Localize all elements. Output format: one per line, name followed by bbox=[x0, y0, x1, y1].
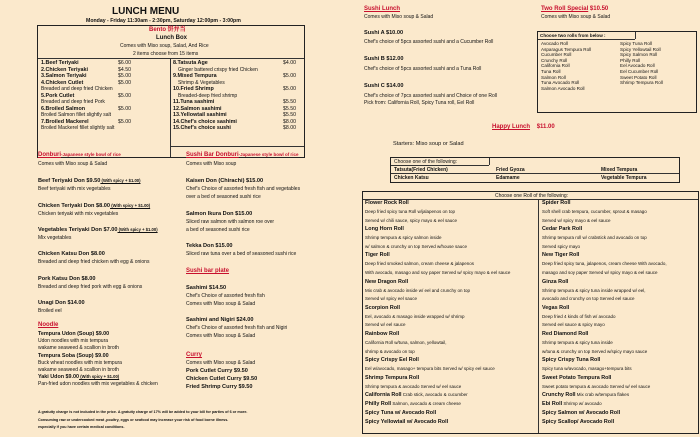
bento-item-price: $4.00 bbox=[283, 60, 296, 66]
roll-option: Cucumber Roll bbox=[541, 52, 572, 58]
roll-name: Ginza Roll bbox=[542, 278, 569, 285]
page-title: LUNCH MENU bbox=[112, 6, 180, 17]
two-roll-box bbox=[537, 31, 697, 113]
roll-name: Rainbow Roll bbox=[365, 331, 400, 337]
bento-item-price: $6.00 bbox=[118, 60, 131, 66]
roll-desc: Shrimp tempura & spicy tuna inside bbox=[542, 340, 613, 345]
donburi-subtitle: -Japanese style bowl of rice bbox=[61, 152, 121, 157]
roll-name: Spicy Crispy Tuna Roll bbox=[542, 357, 601, 364]
sushi-c-pick: Pick from: California Roll, Spicy Tuna roll, Eel Roll bbox=[364, 100, 475, 106]
roll-desc: Eel, avocado & masago inside wrapped w/ shrimp bbox=[365, 313, 465, 319]
happy-option: Mixed Tempura bbox=[601, 167, 638, 173]
noodle-item-desc: Pan-fried udon noodles with mix vegetables & chicken bbox=[38, 381, 158, 388]
footnote-line: A gratuity charge is not included in the price. A gratuity charge of 17% will be added to your bill for parties of 6 or more. bbox=[38, 410, 248, 414]
donburi-item-desc: Broiled eel bbox=[38, 308, 62, 314]
happy-options-box bbox=[390, 157, 680, 183]
donburi-item-name: Pork Katsu Don $8.00 bbox=[38, 276, 96, 282]
sushi-donburi-item-desc: Sliced raw tuna over a bed of seasoned sushi rice bbox=[186, 251, 297, 257]
sushi-plate-item-desc: Comes with Miso soup & Salad bbox=[186, 301, 256, 307]
sushi-a-name: Sushi A $10.00 bbox=[364, 30, 404, 36]
roll-option: California Roll bbox=[541, 63, 570, 69]
roll-box-title: Choose one Roll of the following: bbox=[495, 193, 569, 199]
roll-desc: Served w/ eel sauce bbox=[365, 322, 406, 328]
bento-item: 6.Broiled Salmon bbox=[41, 105, 86, 112]
roll-name: Spicy Crispy Eel Roll bbox=[365, 357, 419, 364]
two-roll-desc: Comes with Miso soup & Salad bbox=[541, 14, 611, 20]
sushi-b-name: Sushi B $12.00 bbox=[364, 56, 404, 62]
roll-desc-inline: Crab stick, avocado & cucumber bbox=[401, 392, 468, 398]
bento-item: 14.Chef's choice sashimi bbox=[173, 118, 237, 125]
spicy-option: (With spicy + $1.00) bbox=[100, 178, 141, 183]
bento-item: 5.Pork Cutlet bbox=[41, 92, 75, 99]
roll-name: Scorpion Roll bbox=[365, 304, 401, 311]
roll-desc-inline: Shrimp w/ avocado bbox=[562, 401, 602, 407]
choose-one-label: Choose one of the following: bbox=[394, 159, 458, 165]
bento-item-price: $5.50 bbox=[283, 99, 296, 105]
roll-option: Sweet Potato Roll bbox=[620, 74, 657, 80]
bento-box bbox=[37, 25, 305, 158]
roll-name: Long Horn Roll bbox=[365, 226, 404, 233]
roll-name: Vegas Roll bbox=[542, 304, 570, 311]
footnote-line: Consuming raw or undercooked meat ,poultry, eggs or seafood may increase your risk of food borne illness. bbox=[38, 417, 229, 422]
donburi-title: Donburi bbox=[38, 152, 61, 158]
roll-name: New Tiger Roll bbox=[542, 252, 580, 259]
sushi-b-desc: Chef's choice of 5pcs assorted sushi and a Tuna Roll bbox=[364, 66, 482, 72]
happy-lunch-title: Happy Lunch bbox=[492, 124, 531, 130]
roll-name: Flower Rock Roll bbox=[365, 200, 409, 206]
curry-title: Curry bbox=[186, 352, 203, 358]
bento-desc: Comes with Miso soup, Salad, And Rice bbox=[120, 43, 209, 49]
sushi-donburi-item-desc: Chef's Choice of assorted fresh fish and vegetables bbox=[186, 186, 301, 192]
footnote-line: especially if you have certain medical conditions. bbox=[38, 425, 125, 429]
donburi-item-desc: Chicken teriyaki with mix vegetables bbox=[38, 211, 119, 217]
two-roll-left-list bbox=[541, 41, 591, 91]
two-roll-heading bbox=[541, 6, 608, 12]
noodle-item-name: Yaki Udon $9.00 (With spicy + $1.00) bbox=[38, 374, 120, 381]
starters: Starters: Miso soup or Salad bbox=[393, 141, 464, 147]
sushi-c-name: Sushi C $14.00 bbox=[364, 83, 404, 89]
roll-desc-inline: Mix crab w/tempura flakes bbox=[575, 392, 630, 398]
hours: Monday - Friday 11:30am - 2:30pm, Saturday 12:00pm - 3:00pm bbox=[86, 18, 241, 24]
noodle-item-desc: Buck wheat noodles with mix tempura bbox=[38, 359, 122, 366]
spicy-option: (With spicy + $1.00) bbox=[79, 374, 120, 380]
roll-name: Cedar Park Roll bbox=[542, 226, 583, 233]
noodle-item-desc: wakame seaweed & scallion in broth bbox=[38, 367, 119, 373]
bento-item-price: $5.00 bbox=[118, 118, 131, 125]
roll-name: Spicy Tuna w/ Avocado Roll bbox=[365, 410, 437, 417]
sushi-donburi-item-desc: a bed of seasoned sushi rice bbox=[186, 227, 250, 233]
roll-option: Crunchy Roll bbox=[541, 57, 568, 63]
roll-option: Eel Cucumber Roll bbox=[620, 68, 659, 74]
roll-option: Philly Roll bbox=[620, 57, 641, 63]
curry-desc: Comes with Miso soup & Salad bbox=[186, 360, 256, 366]
bento-item-note: Breaded-deep fried shrimp bbox=[178, 92, 238, 99]
donburi-item-name: Beef Teriyaki Don $9.50 (With spicy + $1.00) bbox=[38, 178, 141, 184]
roll-desc: Deep fried spicy tuna Roll w/jalapenos on top bbox=[365, 209, 456, 214]
two-roll-title: Two Roll Special bbox=[541, 6, 589, 12]
roll-name: California Roll Crab stick, avocado & cucumber bbox=[365, 392, 468, 399]
bento-item-note: Broiled Salmon fillet slightly salt bbox=[41, 112, 112, 118]
bento-item-price: $5.50 bbox=[283, 112, 296, 118]
roll-desc: Served w/ chili sauce, spicy mayo & eel sauce bbox=[365, 217, 458, 223]
roll-option: Shrimp Tempura Roll bbox=[620, 80, 663, 86]
bento-choose: 2 items choose from 15 items bbox=[133, 51, 199, 57]
happy-option: Edamame bbox=[496, 175, 520, 181]
sushi-donburi-item-desc: over a bed of seasoned sushi rice bbox=[186, 194, 261, 200]
roll-desc: Deep fried 4 kinds of fish w/ avocado bbox=[542, 313, 616, 319]
bento-item: 9.Mixed Tempura bbox=[173, 73, 217, 79]
roll-name: Spicy Yellowtail w/ Avocado Roll bbox=[365, 419, 449, 426]
roll-name: Spicy Scallop/ Avocado Roll bbox=[542, 419, 615, 426]
bento-item-note: Shrimp & Vegetables bbox=[178, 79, 225, 86]
roll-desc: Served w/ spicy eel sauce bbox=[365, 296, 418, 302]
bento-item: 7.Broiled Mackerel bbox=[41, 118, 89, 125]
bento-title: Bento 饼弁当 bbox=[149, 27, 186, 33]
noodle-item-desc: Udon noodles with mix tempura bbox=[38, 338, 109, 345]
happy-option: Vegetable Tempura bbox=[601, 175, 647, 181]
roll-option: Spicy Yellowtail Roll bbox=[620, 46, 661, 52]
spicy-option: (With spicy + $1.00) bbox=[117, 227, 158, 232]
sushi-donburi-item-desc: Sliced raw salmon with salmon roe over bbox=[186, 219, 275, 225]
bento-item-price: $4.50 bbox=[118, 66, 131, 73]
roll-option: Tuna Avocado Roll bbox=[541, 80, 580, 86]
roll-option: Spicy Salmon Roll bbox=[620, 52, 658, 58]
roll-desc: w/ salmon & crunchy on top Served w/house sauce bbox=[365, 243, 468, 249]
sushi-donburi-desc: Comes with Miso soup bbox=[186, 161, 237, 167]
sushi-plate-item-name: Sashimi and Nigiri $24.00 bbox=[186, 317, 254, 323]
donburi-item-name: Unagi Don $14.00 bbox=[38, 300, 85, 306]
roll-desc: Served w/ spicy mayo & eel sauce bbox=[542, 217, 611, 223]
noodle-item-name: Tempura Soba (Soup) $9.00 bbox=[38, 352, 109, 359]
sushi-donburi-subtitle: -Japanese style bowl of rice bbox=[238, 152, 299, 157]
bento-item-note: Breaded and deep fried Pork bbox=[41, 99, 105, 105]
roll-name: New Dragon Roll bbox=[365, 278, 409, 285]
sushi-donburi-item-name: Tekka Don $15.00 bbox=[186, 243, 233, 249]
roll-desc: Shrimp tempura & spicy tuna inside wrapped w/ eel, bbox=[542, 287, 646, 293]
roll-option: Asparagus Tempura Roll bbox=[541, 46, 592, 52]
sushi-plate-item-name: Sashimi $14.50 bbox=[186, 285, 227, 291]
sushi-plate-item-desc: Comes with Miso soup & Salad bbox=[186, 333, 256, 339]
bento-item-price: $5.00 bbox=[118, 79, 131, 86]
happy-option: Fried Gyoza bbox=[496, 167, 525, 173]
roll-name: Shrimp Tempura Roll bbox=[365, 374, 420, 381]
donburi-item-name: Chicken Teriyaki Don $8.00 (With spicy + $1.00) bbox=[38, 203, 151, 209]
roll-option: Salmon Avocado Roll bbox=[541, 85, 585, 91]
bento-item: 10.Fried Shrimp bbox=[173, 86, 214, 92]
roll-desc: With avocado, masago and soy paper Served w/ spicy mayo & eel sauce bbox=[365, 270, 511, 275]
bento-item: 4.Chicken Cutlet bbox=[41, 79, 84, 86]
curry-item: Pork Cutlet Curry $9.50 bbox=[186, 368, 248, 374]
donburi-item-name: Chicken Katsu Don $8.00 bbox=[38, 251, 105, 257]
bento-subtitle: Lunch Box bbox=[156, 35, 187, 41]
bento-item: 13.Yellowtail sashimi bbox=[173, 112, 227, 118]
donburi-item-desc: Breaded and deep fried chicken with egg & onions bbox=[38, 259, 150, 265]
happy-option: Tatsuta(Fried Chicken) bbox=[394, 167, 448, 173]
sushi-plate-item-desc: Chef's Choice of assorted fresh fish bbox=[186, 293, 265, 299]
bento-item-price: $8.00 bbox=[283, 118, 296, 125]
roll-desc-inline: Salmon, avocado & cream cheese bbox=[391, 401, 461, 407]
roll-name: Crunchy Roll Mix crab w/tempura flakes bbox=[542, 392, 630, 399]
sushi-c-desc: Chef's choice of 7pcs assorted sushi and Choice of one Roll bbox=[364, 93, 497, 99]
sushi-lunch-desc: Comes with Miso soup & Salad bbox=[364, 14, 434, 20]
roll-name: Spicy Salmon w/ Avocado Roll bbox=[542, 410, 621, 417]
curry-item: Chicken Cutlet Curry $9.50 bbox=[186, 376, 258, 382]
donburi-item-desc: Beef teriyaki with mix vegetables bbox=[38, 186, 111, 192]
bento-item-price: $5.50 bbox=[283, 105, 296, 112]
bento-item-price: $5.00 bbox=[283, 86, 296, 92]
roll-name: Red Diamond Roll bbox=[542, 331, 589, 337]
happy-lunch-price: $11.00 bbox=[536, 124, 555, 130]
roll-desc: Spicy tuna w/avocado, masago+tempura bits bbox=[542, 366, 632, 372]
bento-item-price: $8.00 bbox=[283, 125, 296, 131]
roll-desc: California Roll w/tuna, salmon, yellowtail, bbox=[365, 340, 447, 345]
sushi-plate-title: Sushi bar plate bbox=[186, 268, 230, 274]
roll-desc: shrimp & avocado on top bbox=[365, 348, 415, 354]
roll-desc: avocado and crunchy on top Served eel sauce bbox=[542, 296, 635, 302]
happy-lunch-heading bbox=[492, 124, 555, 130]
sushi-a-desc: Chef's choice of 5pcs assorted sushi and a Cucumber Roll bbox=[364, 39, 494, 45]
donburi-item-desc: Breaded and deep fried pork with egg & onions bbox=[38, 284, 143, 290]
roll-desc: Served eel sauce & spicy mayo bbox=[542, 322, 605, 328]
bento-item-price: $5.00 bbox=[283, 73, 296, 79]
roll-desc: Shrimp tempura & spicy salmon inside bbox=[365, 235, 442, 241]
roll-desc: Sweet potato tempura & avocado Served w/ eel sauce bbox=[542, 383, 651, 389]
bento-item: 1.Beef Teriyaki bbox=[41, 60, 79, 66]
roll-option: Avocado Roll bbox=[541, 41, 568, 46]
roll-name: Sweet Potato Tempura Roll bbox=[542, 374, 612, 381]
roll-desc: Deep fried spicy tuna, jalapenos, cream cheese With avocado, bbox=[542, 261, 667, 267]
curry-item: Fried Shrimp Curry $9.50 bbox=[186, 384, 253, 390]
bento-item-note: Broiled Mackerel fillet slightly salt bbox=[41, 125, 115, 131]
roll-desc: Deep fried smoked salmon, cream cheese & jalapenos bbox=[365, 261, 475, 267]
bento-item: 15.Chef's choice sushi bbox=[173, 125, 231, 131]
donburi-item-desc: Mix vegetables bbox=[38, 235, 72, 241]
roll-option: Eel Avocado Roll bbox=[620, 63, 655, 69]
donburi-desc: Comes with Miso soup & Salad bbox=[38, 161, 108, 167]
roll-desc: Shrimp tempura & avocado Served w/ eel sauce bbox=[365, 383, 462, 389]
bento-item: 12.Salmon sashimi bbox=[173, 105, 222, 112]
noodle-item-desc: wakame seaweed & scallion in broth bbox=[38, 345, 119, 352]
bento-item-price: $5.00 bbox=[118, 73, 131, 79]
sushi-donburi-title: Sushi Bar Donburi bbox=[186, 152, 239, 158]
roll-name: Spider Roll bbox=[542, 200, 571, 206]
roll-desc: w/tuna & crunchy on top Served w/spicy mayo sauce bbox=[542, 348, 648, 354]
roll-option: Spicy Tuna Roll bbox=[620, 41, 652, 46]
bento-item: 3.Salmon Teriyaki bbox=[41, 73, 87, 79]
roll-desc: Eel w/avocado, masago+ tempura bits Served w/ spicy eel sauce bbox=[365, 366, 495, 372]
bento-item-price: $5.00 bbox=[118, 92, 131, 99]
sushi-lunch-title: Sushi Lunch bbox=[364, 6, 400, 12]
roll-name: Philly Roll Salmon, avocado & cream cheese bbox=[365, 401, 461, 408]
sushi-donburi-heading bbox=[186, 152, 298, 158]
roll-desc: Served spicy mayo bbox=[542, 243, 581, 249]
sushi-plate-item-desc: Chef's Choice of assorted fresh fish and Nigiri bbox=[186, 325, 288, 331]
roll-name: Tiger Roll bbox=[365, 252, 390, 259]
roll-name: Ebi Roll Shrimp w/ avocado bbox=[542, 401, 602, 408]
roll-option: Tuna Roll bbox=[541, 68, 561, 74]
sushi-donburi-item-name: Salmon Ikura Don $15.00 bbox=[186, 211, 253, 217]
bento-item-note: Ginger battered crispy fried Chicken bbox=[178, 66, 258, 73]
bento-item-note: Breaded and deep fried Chicken bbox=[41, 86, 113, 92]
two-roll-right-list bbox=[620, 41, 663, 86]
noodle-title: Noodle bbox=[38, 322, 59, 328]
two-roll-box-title: Choose two rolls from below : bbox=[540, 33, 606, 38]
roll-option: Salmon Roll bbox=[541, 74, 566, 80]
bento-item: 8.Tatsuta Age bbox=[173, 60, 208, 66]
bento-item-price: $5.00 bbox=[118, 105, 131, 112]
sushi-donburi-item-name: Kaisen Don (Chirachi) $15.00 bbox=[186, 178, 264, 184]
roll-desc: Mix crab & avocado inside w/ eel and crunchy on top bbox=[365, 287, 471, 293]
roll-desc: Soft shell crab tempura, cucumber, sprout & masago bbox=[542, 209, 647, 214]
two-roll-price: $10.50 bbox=[589, 6, 609, 12]
donburi-item-name: Vegetables Teriyaki Don $7.00 (With spicy + $1.00) bbox=[38, 227, 158, 233]
roll-desc: masago and soy paper Served w/ spicy mayo & eel sauce bbox=[542, 270, 658, 275]
roll-desc: Shrimp tempura roll w/ crabstick and avocado on top bbox=[542, 235, 647, 241]
spicy-option: (With spicy + $1.00) bbox=[110, 203, 151, 208]
bento-item: 2.Chicken Teriyaki bbox=[41, 66, 88, 73]
bento-item: 11.Tuna sashimi bbox=[173, 99, 215, 105]
donburi-heading bbox=[38, 152, 121, 158]
happy-option: Chicken Katsu bbox=[394, 175, 429, 181]
roll-box bbox=[362, 191, 699, 434]
noodle-item-name: Tempura Udon (Soup) $9.00 bbox=[38, 331, 110, 337]
